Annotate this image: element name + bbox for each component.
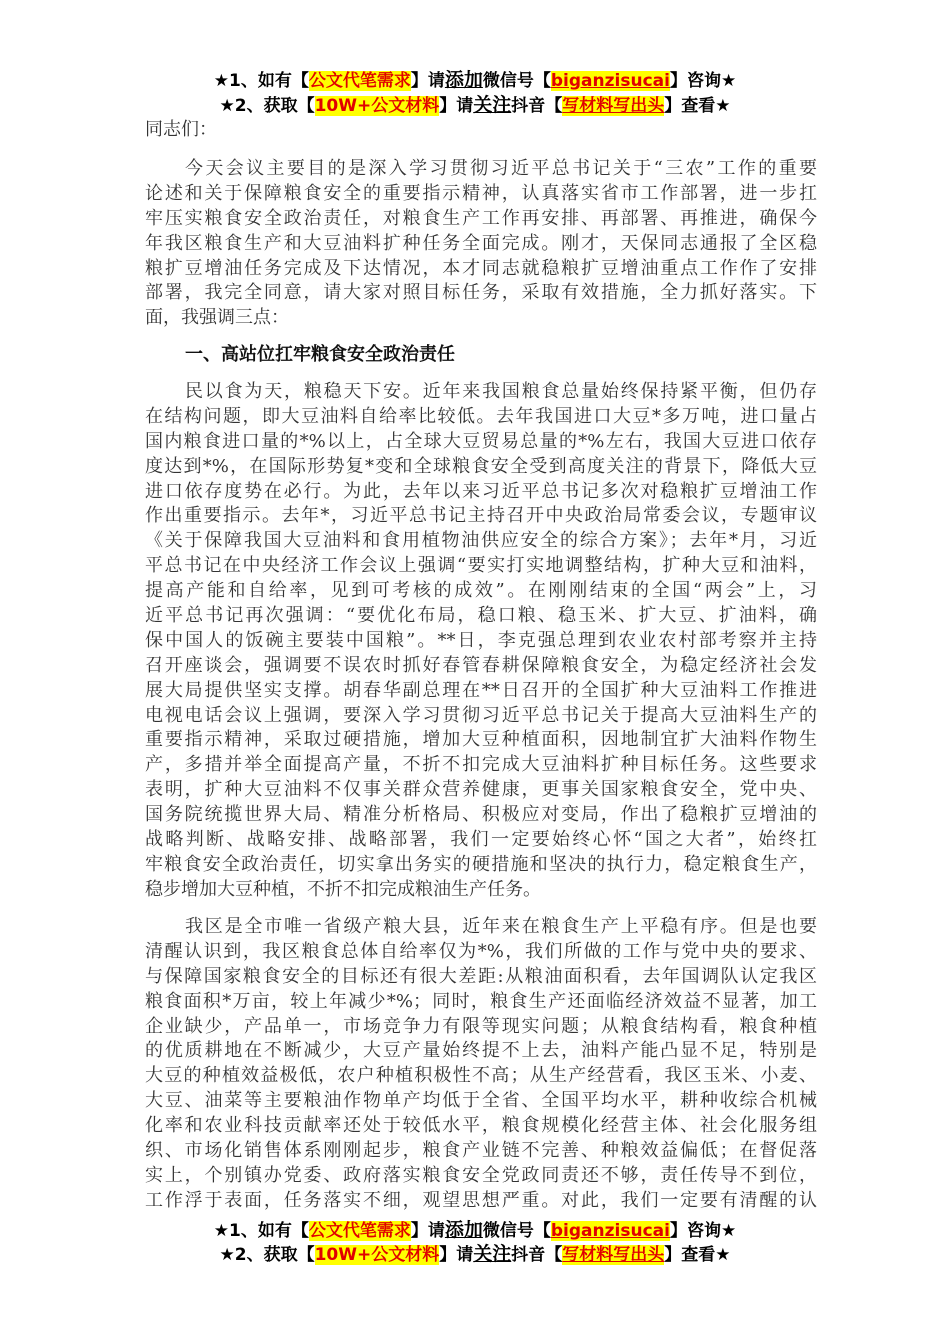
text-line: 清醒认识到，我区粮食总体自给率仅为*%，我们所做的工作与党中央的要求、: [145, 940, 817, 962]
promo-banner-top-2: ★2、获取【10W+公文材料】请关注抖音【写材料写出头】查看★: [219, 94, 731, 116]
text-line: 论述和关于保障粮食安全的重要指示精神，认真落实省市工作部署，进一步扛: [145, 182, 817, 204]
text-line: 平总书记在中央经济工作会议上强调“要实打实地调整结构，扩种大豆和油料，: [145, 555, 817, 577]
text-line: 工作浮于表面，任务落实不细，观望思想严重。对此，我们一定要有清醒的认: [145, 1189, 817, 1211]
text-line: 展大局提供坚实支撑。胡春华副总理在**日召开的全国扩种大豆油料工作推进: [145, 679, 817, 701]
text-line: 化率和农业科技贡献率还处于较低水平，粮食规模化经营主体、社会化服务组: [145, 1115, 817, 1137]
text-line: 部署，我完全同意，请大家对照目标任务，采取有效措施，全力抓好落实。下: [145, 282, 817, 304]
text-line: 召开座谈会，强调要不误农时抓好春管春耕保障粮食安全，为稳定经济社会发: [145, 654, 817, 676]
greeting: [145, 118, 817, 143]
text-line: 牢粮食安全政治责任，切实拿出务实的硬措施和坚决的执行力，稳定粮食生产，: [145, 853, 817, 875]
paragraph-intro: [145, 157, 817, 331]
text-line: 面，我强调三点：: [145, 307, 289, 329]
text-line: 稳步增加大豆种植，不折不扣完成粮油生产任务。: [145, 878, 541, 900]
text-line: 保中国人的饭碗主要装中国粮”。**日，李克强总理到农业农村部考察并主持: [145, 629, 817, 651]
promo-banner-top-1: ★1、如有【公文代笔需求】请添加微信号【biganzisucai】咨询★: [213, 69, 737, 91]
paragraph-district-situation: [145, 915, 817, 1214]
text-line: 企业缺少，产品单一，市场竞争力有限等现实问题；从粮食结构看，粮食种植: [145, 1015, 817, 1037]
text-line: 织、市场化销售体系刚刚起步，粮食产业链不完善、种粮效益偏低；在督促落: [145, 1140, 817, 1162]
text-line: 进口依存度势在必行。为此，去年以来习近平总书记多次对稳粮扩豆增油工作: [145, 480, 817, 502]
paragraph-political-responsibility: [145, 380, 817, 903]
text-line: 提高产能和自给率，见到可考核的成效”。在刚刚结束的全国“两会”上，习: [145, 580, 817, 602]
text-line: 粮食面积*万亩，较上年减少*%；同时，粮食生产还面临经济效益不显著，加工: [145, 990, 817, 1012]
text-line: 重要指示精神，采取过硬措施，增加大豆种植面积，因地制宜扩大油料作物生: [145, 729, 817, 751]
text-line: 今天会议主要目的是深入学习贯彻习近平总书记关于“三农”工作的重要: [185, 158, 817, 179]
heading-text: 一、高站位扛牢粮食安全政治责任: [185, 344, 455, 365]
text-line: 国务院统揽世界大局、精准分析格局、积极应对变局，作出了稳粮扩豆增油的: [145, 804, 817, 826]
text-line: 电视电话会议上强调，要深入学习贯彻习近平总书记关于提高大豆油料生产的: [145, 704, 817, 726]
text-line: 实上，个别镇办党委、政府落实粮食安全党政同责还不够，责任传导不到位，: [145, 1164, 817, 1186]
text-line: 国内粮食进口量的*%以上，占全球大豆贸易总量的*%左右，我国大豆进口依存: [145, 430, 817, 452]
text-line: 近平总书记再次强调：“要优化布局，稳口粮、稳玉米、扩大豆、扩油料，确: [145, 605, 817, 627]
text-line: 在结构问题，即大豆油料自给率比较低。去年我国进口大豆*多万吨，进口量占: [145, 405, 817, 427]
text-line: 《关于保障我国大豆油料和食用植物油供应安全的综合方案》；去年*月，习近: [145, 530, 817, 552]
text-line: 民以食为天，粮稳天下安。近年来我国粮食总量始终保持紧平衡，但仍存: [185, 381, 817, 402]
text-line: 度达到*%，在国际形势复*变和全球粮食安全受到高度关注的背景下，降低大豆: [145, 455, 817, 477]
text-line: 表明，扩种大豆油料不仅事关群众营养健康，更事关国家粮食安全，党中央、: [145, 779, 817, 801]
text-line: 作出重要指示。去年*，习近平总书记主持召开中央政治局常委会议，专题审议: [145, 505, 817, 527]
text-line: 大豆、油菜等主要粮油作物单产均低于全省、全国平均水平，耕种收综合机械: [145, 1090, 817, 1112]
text-line: 牢压实粮食安全政治责任，对粮食生产工作再安排、再部署、再推进，确保今: [145, 207, 817, 229]
text-line: 战略判断、战略安排、战略部署，我们一定要始终心怀“国之大者”，始终扛: [145, 829, 817, 851]
text-line: 我区是全市唯一省级产粮大县，近年来在粮食生产上平稳有序。但是也要: [185, 916, 817, 937]
text-line: 与保障国家粮食安全的目标还有很大差距:从粮油面积看，去年国调队认定我区: [145, 965, 817, 987]
promo-banner-bottom-2: ★2、获取【10W+公文材料】请关注抖音【写材料写出头】查看★: [219, 1243, 731, 1265]
promo-banner-bottom-1: ★1、如有【公文代笔需求】请添加微信号【biganzisucai】咨询★: [213, 1219, 737, 1241]
text-line: 大豆的种植效益极低，农户种植积极性不高；从生产经营看，我区玉米、小麦、: [145, 1065, 817, 1087]
text-line: 产，多措并举全面提高产量，不折不扣完成大豆油料扩种目标任务。这些要求: [145, 754, 817, 776]
text-line: 年我区粮食生产和大豆油料扩种任务全面完成。刚才，天保同志通报了全区稳: [145, 232, 817, 254]
greeting-text: 同志们：: [145, 119, 217, 140]
section-heading: [145, 343, 817, 368]
text-line: 粮扩豆增油任务完成及下达情况，本才同志就稳粮扩豆增油重点工作作了安排: [145, 257, 817, 279]
text-line: 的优质耕地在不断减少，大豆产量始终提不上去，油料产能凸显不足，特别是: [145, 1040, 817, 1062]
